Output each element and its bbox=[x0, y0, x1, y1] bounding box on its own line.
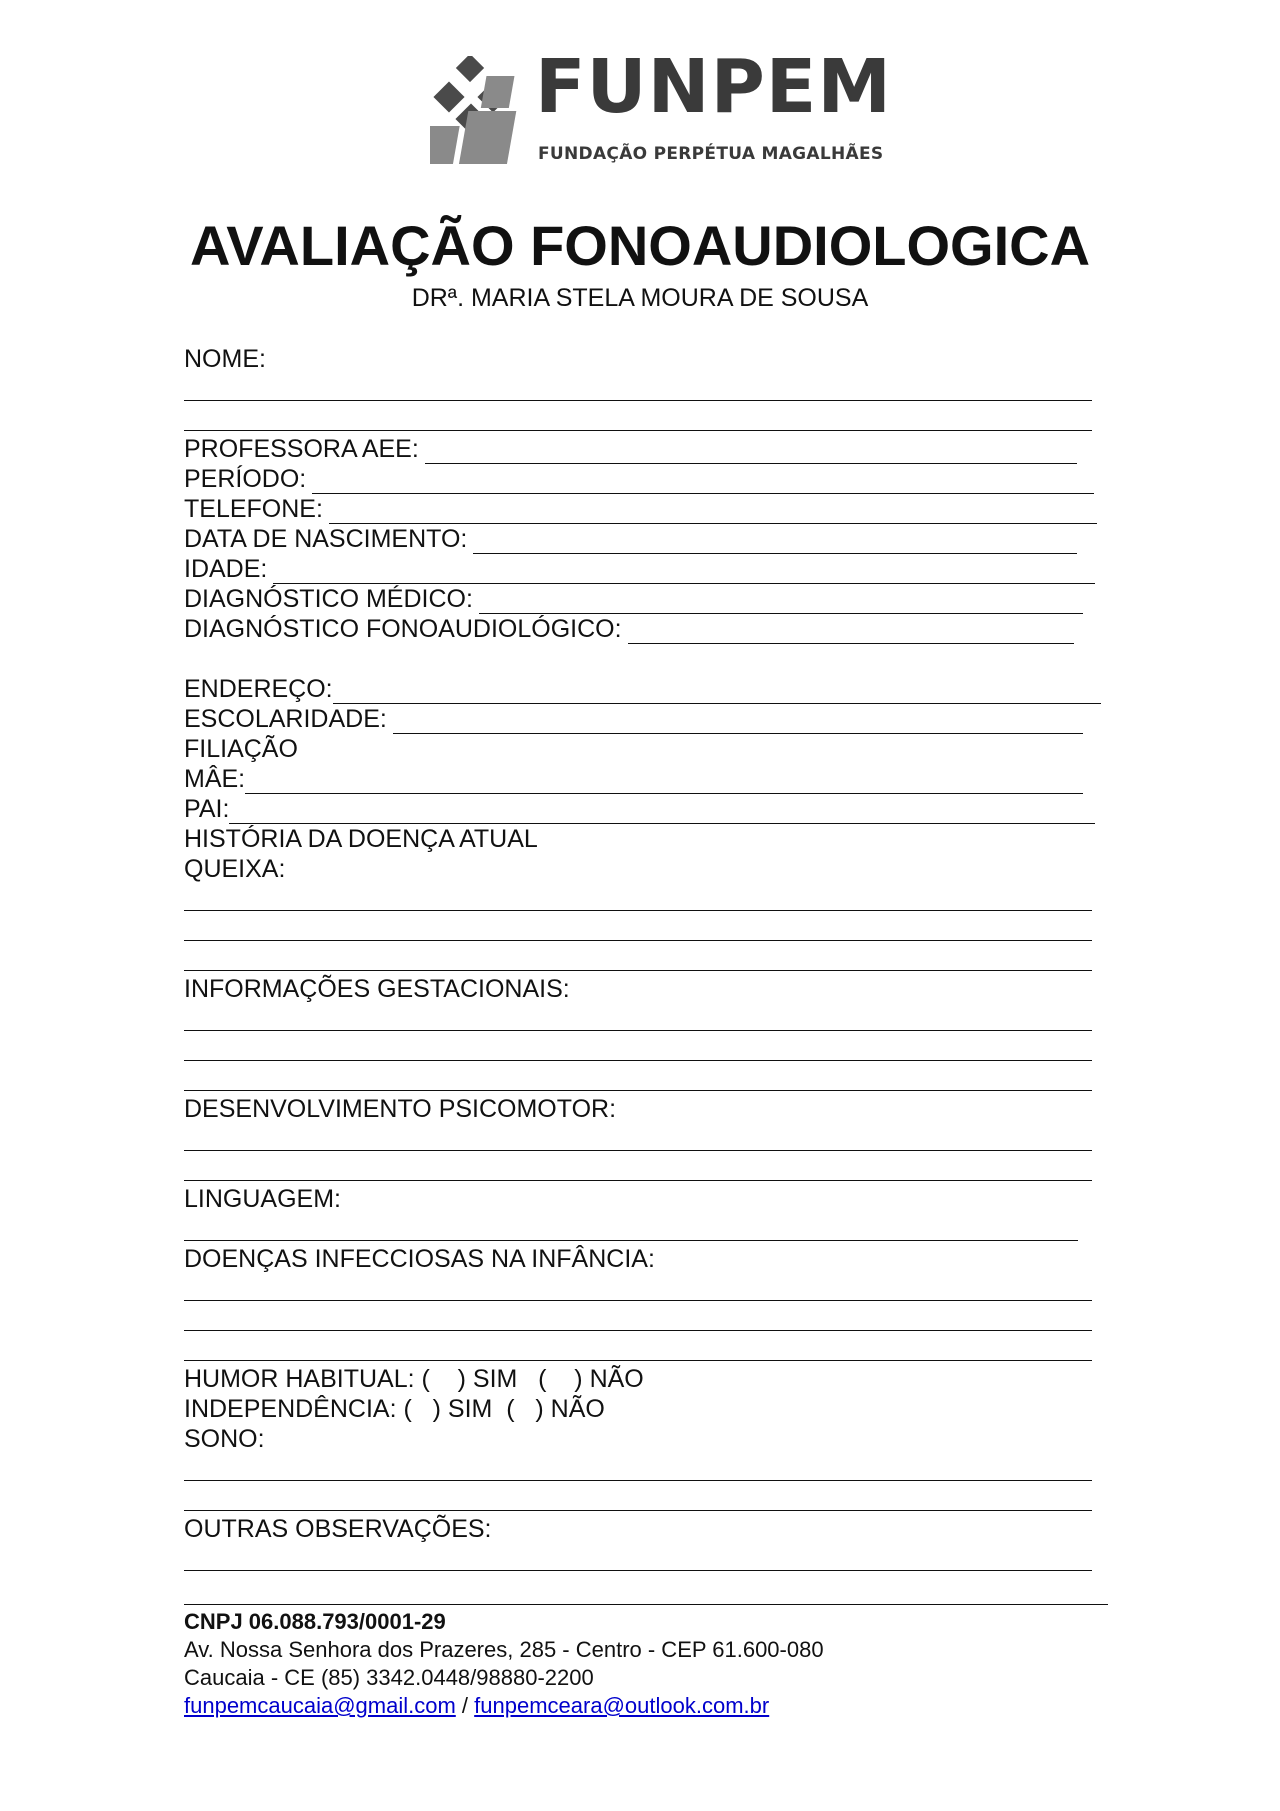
nome-line-2[interactable] bbox=[184, 404, 1104, 434]
doctor-name: DRª. MARIA STELA MOURA DE SOUSA bbox=[411, 284, 869, 312]
idade-line[interactable] bbox=[273, 561, 1095, 584]
psicomotor-line-1[interactable] bbox=[184, 1124, 1104, 1154]
psicomotor-label: DESENVOLVIMENTO PSICOMOTOR: bbox=[184, 1095, 617, 1123]
spacer bbox=[184, 644, 1104, 674]
professora-field[interactable] bbox=[184, 434, 1104, 464]
pai-field[interactable] bbox=[184, 794, 1104, 824]
gestacionais-label: INFORMAÇÕES GESTACIONAIS: bbox=[184, 975, 570, 1003]
doencas-line-2[interactable] bbox=[184, 1304, 1104, 1334]
escolaridade-field[interactable] bbox=[184, 704, 1104, 734]
mae-line[interactable] bbox=[245, 771, 1083, 794]
telefone-label: TELEFONE: bbox=[184, 495, 323, 523]
footer-city-phone: Caucaia - CE (85) 3342.0448/98880-2200 bbox=[184, 1665, 594, 1690]
diag-medico-label: DIAGNÓSTICO MÉDICO: bbox=[184, 585, 473, 613]
page-title: AVALIAÇÃO FONOAUDIOLOGICA bbox=[189, 214, 1091, 277]
gestacionais-line-2[interactable] bbox=[184, 1034, 1104, 1064]
periodo-field[interactable] bbox=[184, 464, 1104, 494]
endereco-line[interactable] bbox=[333, 681, 1101, 704]
diag-medico-field[interactable] bbox=[184, 584, 1104, 614]
nascimento-line[interactable] bbox=[473, 531, 1077, 554]
diag-fono-field[interactable] bbox=[184, 614, 1104, 644]
email-link-ceara[interactable]: funpemceara@outlook.com.br bbox=[474, 1693, 770, 1718]
telefone-field[interactable] bbox=[184, 494, 1104, 524]
footer bbox=[184, 1608, 1104, 1720]
escolaridade-line[interactable] bbox=[393, 711, 1083, 734]
nascimento-label: DATA DE NASCIMENTO: bbox=[184, 525, 468, 553]
observacoes-label: OUTRAS OBSERVAÇÕES: bbox=[184, 1515, 492, 1543]
periodo-line[interactable] bbox=[312, 471, 1094, 494]
queixa-label: QUEIXA: bbox=[184, 855, 286, 883]
footer-cnpj: CNPJ 06.088.793/0001-29 bbox=[184, 1609, 446, 1634]
footer-divider bbox=[184, 1604, 1108, 1605]
observacoes-line-1[interactable] bbox=[184, 1544, 1104, 1574]
logo-subtitle: FUNDAÇÃO PERPÉTUA MAGALHÃES bbox=[538, 144, 884, 164]
footer-emails bbox=[184, 1692, 1104, 1720]
nome-line-1[interactable] bbox=[184, 374, 1104, 404]
nome-label: NOME: bbox=[184, 345, 266, 373]
pai-line[interactable] bbox=[229, 801, 1095, 824]
professora-label: PROFESSORA AEE: bbox=[184, 435, 419, 463]
endereco-label: ENDEREÇO: bbox=[184, 675, 333, 703]
periodo-label: PERÍODO: bbox=[184, 465, 307, 493]
queixa-line-1[interactable] bbox=[184, 884, 1104, 914]
sono-line-2[interactable] bbox=[184, 1484, 1104, 1514]
footer-address: Av. Nossa Senhora dos Prazeres, 285 - Centro - CEP 61.600-080 bbox=[184, 1637, 824, 1662]
idade-label: IDADE: bbox=[184, 555, 268, 583]
queixa-line-2[interactable] bbox=[184, 914, 1104, 944]
endereco-field[interactable] bbox=[184, 674, 1104, 704]
diag-medico-line[interactable] bbox=[479, 591, 1083, 614]
sono-line-1[interactable] bbox=[184, 1454, 1104, 1484]
independencia-field[interactable]: INDEPENDÊNCIA: ( ) SIM ( ) NÃO bbox=[184, 1395, 605, 1423]
diag-fono-line[interactable] bbox=[628, 621, 1074, 644]
gestacionais-line-3[interactable] bbox=[184, 1064, 1104, 1094]
escolaridade-label: ESCOLARIDADE: bbox=[184, 705, 387, 733]
doencas-label: DOENÇAS INFECCIOSAS NA INFÂNCIA: bbox=[184, 1245, 655, 1273]
psicomotor-line-2[interactable] bbox=[184, 1154, 1104, 1184]
doencas-line-1[interactable] bbox=[184, 1274, 1104, 1304]
pai-label: PAI: bbox=[184, 795, 230, 823]
professora-line[interactable] bbox=[425, 441, 1077, 464]
filiacao-label: FILIAÇÃO bbox=[184, 735, 298, 763]
logo-name: FUNPEM bbox=[535, 44, 892, 130]
nascimento-field[interactable] bbox=[184, 524, 1104, 554]
telefone-line[interactable] bbox=[329, 501, 1097, 524]
humor-field[interactable]: HUMOR HABITUAL: ( ) SIM ( ) NÃO bbox=[184, 1365, 644, 1393]
gestacionais-line-1[interactable] bbox=[184, 1004, 1104, 1034]
email-separator: / bbox=[461, 1693, 469, 1718]
sono-label: SONO: bbox=[184, 1425, 265, 1453]
queixa-line-3[interactable] bbox=[184, 944, 1104, 974]
email-link-caucaia[interactable]: funpemcaucaia@gmail.com bbox=[184, 1693, 456, 1718]
linguagem-line-1[interactable] bbox=[184, 1214, 1104, 1244]
mae-field[interactable] bbox=[184, 764, 1104, 794]
doencas-line-3[interactable] bbox=[184, 1334, 1104, 1364]
funpem-logo bbox=[430, 44, 900, 168]
diag-fono-label: DIAGNÓSTICO FONOAUDIOLÓGICO: bbox=[184, 615, 622, 643]
mae-label: MÂE: bbox=[184, 765, 246, 793]
linguagem-label: LINGUAGEM: bbox=[184, 1185, 341, 1213]
idade-field[interactable] bbox=[184, 554, 1104, 584]
funpem-logo-mark-icon bbox=[430, 56, 530, 168]
evaluation-form bbox=[184, 344, 1104, 1574]
historia-label: HISTÓRIA DA DOENÇA ATUAL bbox=[184, 825, 538, 853]
